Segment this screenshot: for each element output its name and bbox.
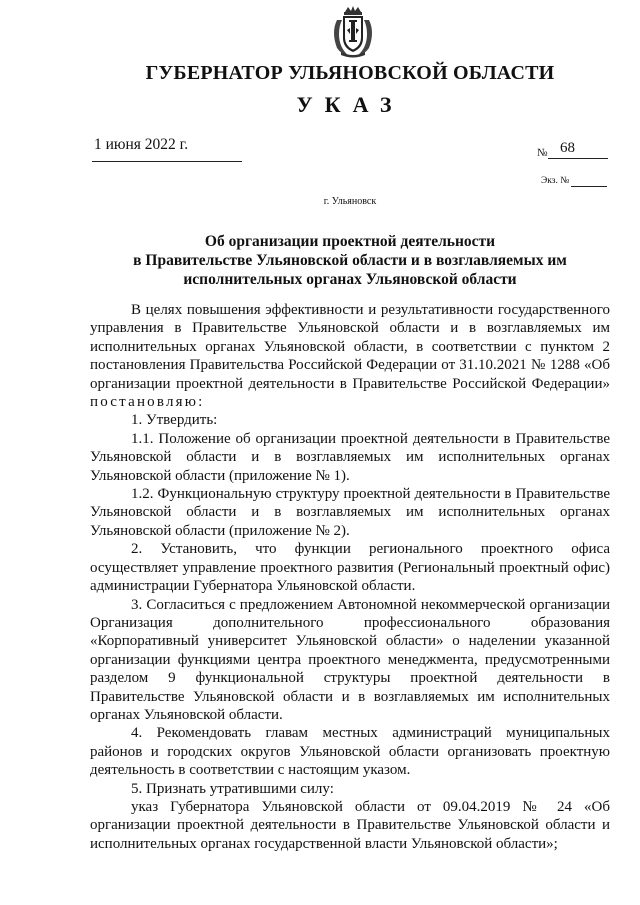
paragraph-5: 5. Признать утратившими силу:	[131, 780, 334, 797]
number-label: №	[537, 147, 548, 159]
paragraph-1-2: 1.2. Функциональную структуру проектной деятельности в Правительстве Ульяновской области и в возглавляемых им исполнительных органах Ульяновской области (приложение № 2).	[90, 486, 610, 539]
preamble-text: В целях повышения эффективности и результативности государственного управления в Правительстве Ульяновской области и в возглавляемых им исполнительных органах Ульяновской области, в соответствии с пунктом 2 постановления Правительства Российской Федерации от 31.10.2021 № 1288 «Об организации проектной деятельности в Правительстве Российской Федерации»	[90, 302, 610, 392]
copy-number-underline	[571, 186, 607, 187]
paragraph-preamble	[90, 301, 610, 411]
document-type: УКАЗ	[296, 92, 404, 117]
city: г. Ульяновск	[323, 196, 377, 207]
paragraph-1-1: 1.1. Положение об организации проектной деятельности в Правительстве Ульяновской области и в возглавляемых им исполнительных органах Ульяновской области (приложение № 1).	[90, 430, 610, 484]
paragraph-3: 3. Согласиться с предложением Автономной некоммерческой организации Организация дополнительного профессионального образования «Корпоративный университет Ульяновской области» о наделении указанной организации функциями центра проектного менеджмента, предусмотренными разделом 9 функциональной структуры проектной деятельности в Правительстве Ульяновской области и в возглавляемых им исполнительных органах Ульяновской области.	[90, 596, 610, 723]
date-underline	[92, 161, 242, 162]
document-date: 1 июня 2022 г.	[94, 136, 189, 153]
copy-number-label: Экз. №	[541, 176, 570, 186]
issuer-title: ГУБЕРНАТОР УЛЬЯНОВСКОЙ ОБЛАСТИ	[145, 62, 555, 84]
document-subject	[60, 232, 640, 289]
number-underline	[548, 158, 608, 159]
paragraph-1: 1. Утвердить:	[131, 412, 218, 429]
paragraph-2: 2. Установить, что функции регионального проектного офиса осуществляет управление проектного развития (Региональный проектный офис) администрации Губернатора Ульяновской области.	[90, 541, 610, 595]
paragraph-5-item: указ Губернатора Ульяновской области от 09.04.2019 № 24 «Об организации проектной деятельности в Правительстве Ульяновской области и исполнительных органах государственной власти Ульяновской области»;	[90, 798, 610, 852]
document-body	[90, 301, 610, 853]
subject-line-1: Об организации проектной деятельности	[204, 233, 496, 250]
preamble-end: :	[198, 394, 203, 411]
paragraph-4: 4. Рекомендовать главам местных администраций муниципальных районов и городских округов Ульяновской области организовать проектную деятельность в соответствии с настоящим указом.	[90, 725, 610, 779]
coat-of-arms-icon	[325, 4, 381, 60]
subject-line-3: исполнительных органах Ульяновской области	[183, 271, 517, 288]
decree-word: постановляю	[90, 394, 199, 411]
subject-line-2: в Правительстве Ульяновской области и в возглавляемых им	[133, 252, 567, 269]
document-number: 68	[560, 140, 575, 156]
